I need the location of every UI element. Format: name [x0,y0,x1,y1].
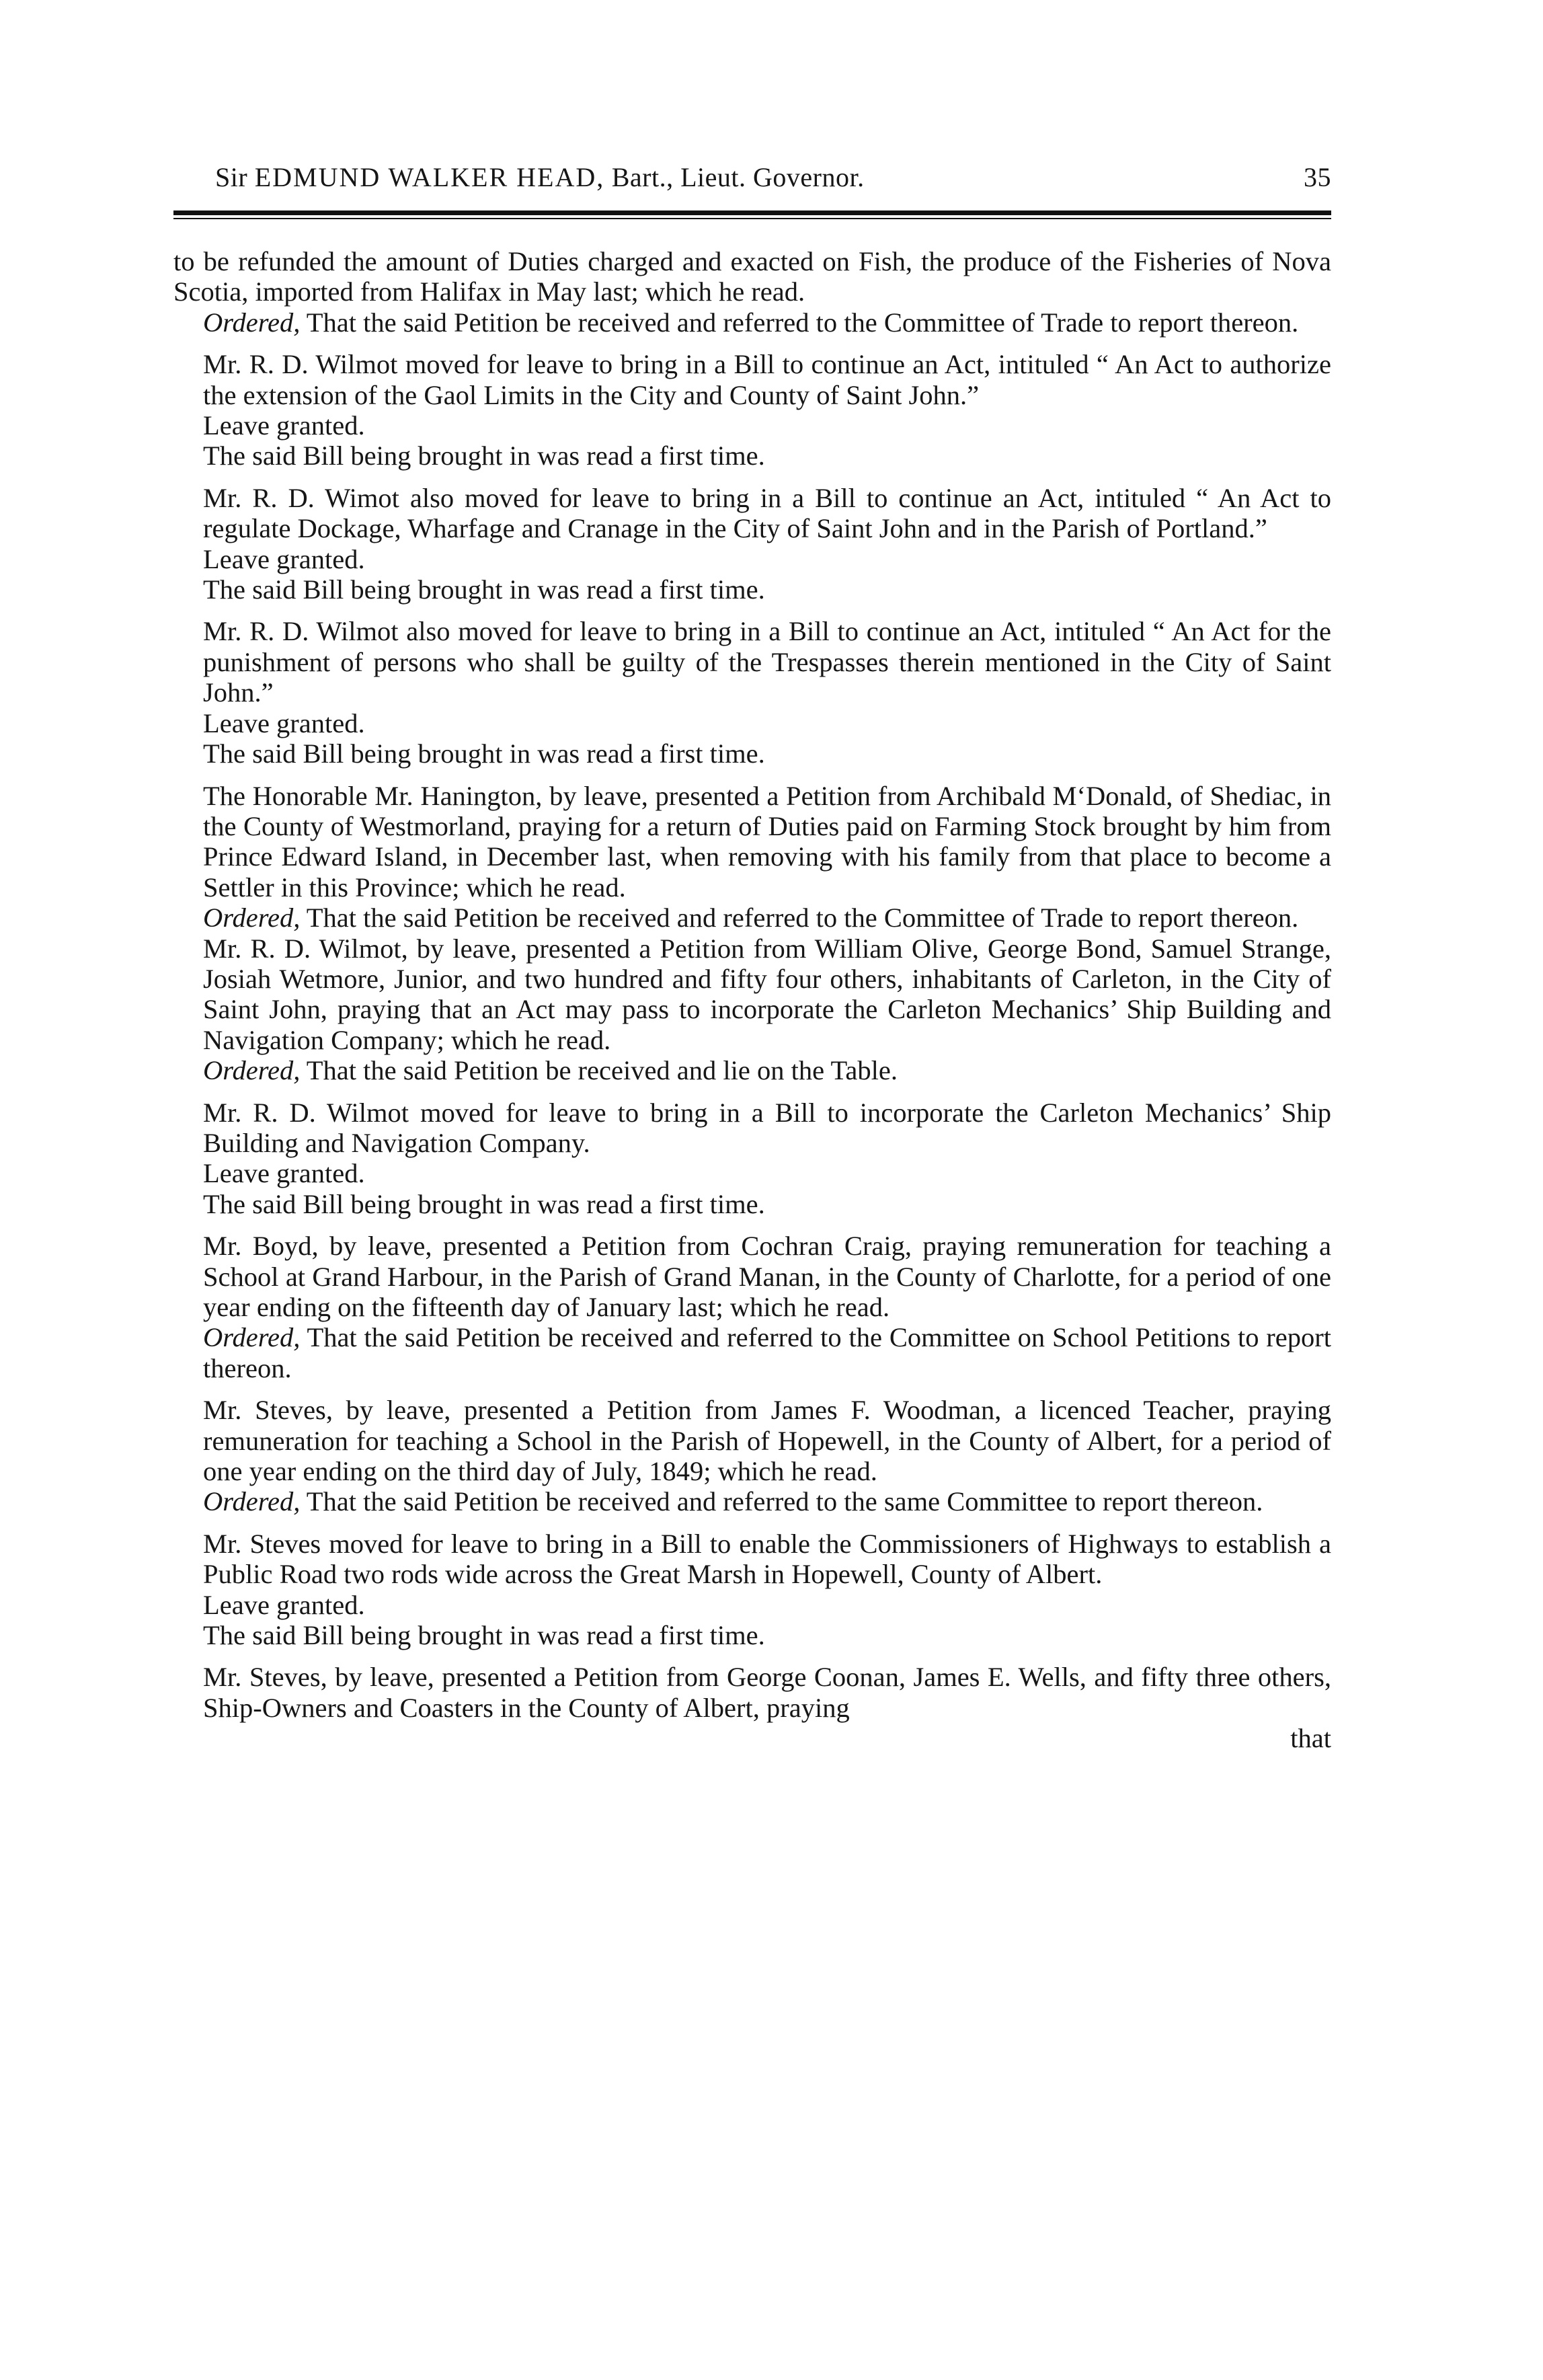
ordered-lead: Ordered, [203,307,301,338]
paragraph: The said Bill being brought in was read a first time. [203,738,765,769]
ordered-lead: Ordered, [203,1486,301,1517]
paragraph: Mr. Boyd, by leave, presented a Petition from Cochran Craig, praying remuneration for teaching a School at Grand Harbour, in the Parish of Grand Manan, in the County of Charlotte, for a period of one year ending on the fifteenth day of January last; which he read. [203,1231,1331,1322]
ordered-paragraph [173,1486,1331,1517]
ordered-lead: Ordered, [203,1055,301,1086]
paragraph: Mr. R. D. Wimot also moved for leave to bring in a Bill to continue an Act, intituled “ An Act to regulate Dockage, Wharfage and Cranage in the City of Saint John and in the Parish of Portland.” [203,482,1331,544]
paragraph: Mr. R. D. Wilmot moved for leave to bring in a Bill to continue an Act, intituled “ An Act to authorize the extension of the Gaol Limits in the City and County of Saint John.” [203,349,1331,410]
title-prefix: Sir [215,162,248,192]
ordered-text: That the said Petition be received and referred to the same Committee to report thereon. [306,1486,1263,1517]
ordered-paragraph [173,903,1331,933]
paragraph: Mr. R. D. Wilmot also moved for leave to bring in a Bill to continue an Act, intituled “ An Act for the punishment of persons who shall be guilty of the Trespasses therein mentioned in the City of Saint John.” [203,616,1331,708]
paragraph: Leave granted. [203,1589,365,1620]
ordered-paragraph [173,307,1331,338]
paragraph: Leave granted. [203,543,365,574]
ordered-paragraph [173,1322,1331,1383]
header-rule-thin [173,218,1331,219]
ordered-text: That the said Petition be received and referred to the Committee of Trade to report thereon. [306,903,1299,933]
paragraph: The said Bill being brought in was read a first time. [203,1188,765,1219]
page-title [215,160,865,195]
paragraph: The said Bill being brought in was read a first time. [203,1620,765,1651]
title-name: EDMUND WALKER HEAD, [254,162,605,192]
paragraph: Leave granted. [203,410,365,441]
ordered-text: That the said Petition be received and referred to the Committee of Trade to report thereon. [306,307,1299,338]
ordered-lead: Ordered, [203,1322,301,1353]
header-rule-thick [173,210,1331,215]
paragraph: The Honorable Mr. Hanington, by leave, presented a Petition from Archibald M‘Donald, of Shediac, in the County of Westmorland, praying for a return of Duties paid on Farming Stock brought by him from Prince Edward Island, in December last, when removing with his family from that place to become a Settler in this Province; which he read. [203,780,1331,903]
ordered-lead: Ordered, [203,903,301,933]
paragraph: Mr. Steves, by leave, presented a Petition from George Coonan, James E. Wells, and fifty three others, Ship-Owners and Coasters in the County of Albert, praying [203,1662,1331,1723]
paragraph: Mr. R. D. Wilmot moved for leave to bring in a Bill to incorporate the Carleton Mechanics’ Ship Building and Navigation Company. [203,1097,1331,1158]
paragraph: Leave granted. [203,1158,365,1189]
catchword: that [1290,1723,1331,1754]
ordered-text: That the said Petition be received and referred to the Committee on School Petitions to report thereon. [203,1322,1331,1383]
paragraph: The said Bill being brought in was read a first time. [203,440,765,471]
ordered-text: That the said Petition be received and lie on the Table. [306,1055,898,1086]
ordered-paragraph [173,1055,1331,1085]
title-suffix: Bart., Lieut. Governor. [611,162,865,192]
paragraph: to be refunded the amount of Duties charged and exacted on Fish, the produce of the Fisheries of Nova Scotia, imported from Halifax in May last; which he read. [173,246,1331,307]
paragraph: Mr. R. D. Wilmot, by leave, presented a Petition from William Olive, George Bond, Samuel Strange, Josiah Wetmore, Junior, and two hundred and fifty four others, inhabitants of Carleton, in the City of Saint John, praying that an Act may pass to incorporate the Carleton Mechanics’ Ship Building and Navigation Company; which he read. [203,933,1331,1055]
paragraph: Mr. Steves moved for leave to bring in a Bill to enable the Commissioners of Highways to establish a Public Road two rods wide across the Great Marsh in Hopewell, County of Albert. [203,1528,1331,1590]
paragraph: Mr. Steves, by leave, presented a Petition from James F. Woodman, a licenced Teacher, praying remuneration for teaching a School in the Parish of Hopewell, in the County of Albert, for a period of one year ending on the third day of July, 1849; which he read. [203,1395,1331,1487]
body-text [173,246,1331,1754]
paragraph: The said Bill being brought in was read a first time. [203,574,765,605]
page-number: 35 [1304,162,1331,192]
paragraph: Leave granted. [203,707,365,738]
running-head [173,160,1331,195]
